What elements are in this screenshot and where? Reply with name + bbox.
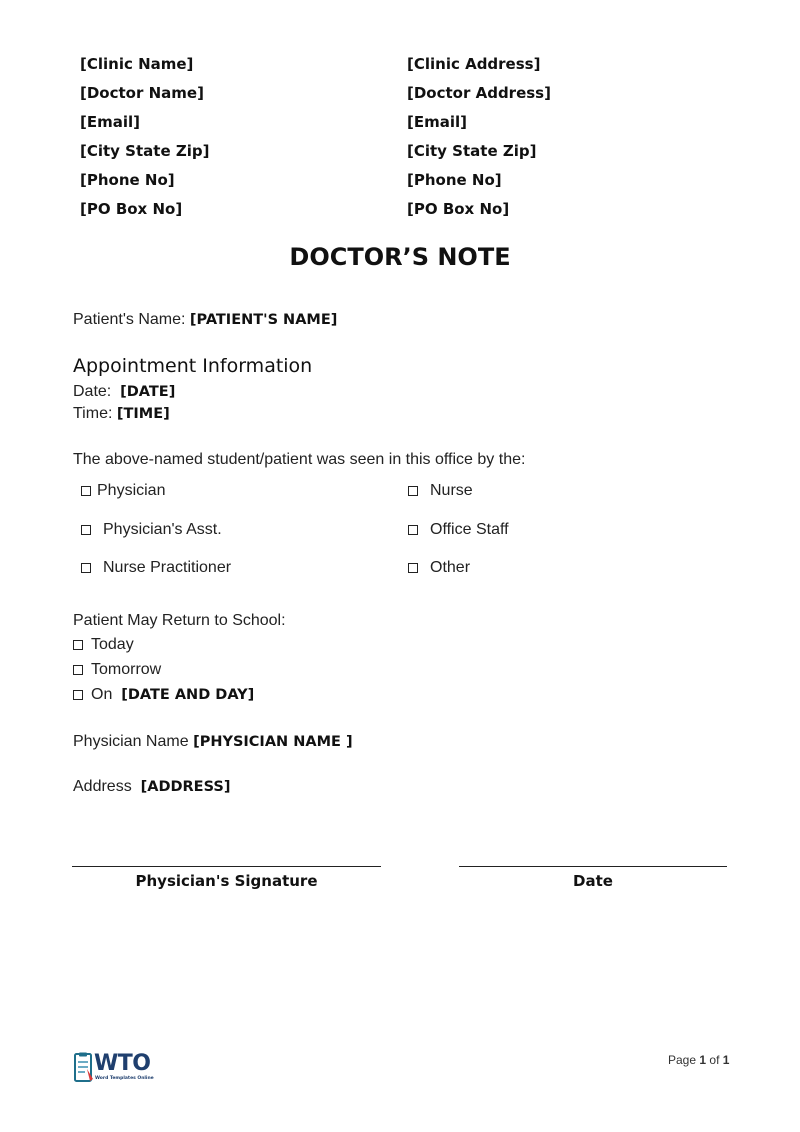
return-on[interactable] [73, 685, 254, 705]
checkbox-nurse-practitioner[interactable] [81, 563, 91, 573]
phone-left: [Phone No] [80, 171, 175, 189]
return-today[interactable] [73, 635, 134, 655]
option-physicians-asst[interactable] [81, 520, 222, 540]
checkbox-on[interactable] [73, 690, 83, 700]
page-number [668, 1053, 729, 1067]
checkbox-physicians-asst[interactable] [81, 525, 91, 535]
header-left-column [80, 54, 209, 228]
return-school-label: Patient May Return to School: [73, 612, 286, 629]
option-office-staff-label: Office Staff [430, 521, 509, 538]
date-value: [DATE] [120, 384, 176, 400]
doctor-name: [Doctor Name] [80, 84, 204, 102]
signature-label: Physician's Signature [135, 872, 318, 890]
physician-name-row [73, 732, 353, 752]
po-box-left: [PO Box No] [80, 200, 183, 218]
time-value: [TIME] [116, 406, 170, 422]
option-nurse-practitioner[interactable] [81, 558, 231, 578]
option-nurse-label: Nurse [430, 482, 473, 499]
patient-name-value: [PATIENT'S NAME] [189, 312, 338, 328]
clinic-name: [Clinic Name] [80, 55, 194, 73]
date-label-signature: Date [573, 872, 613, 890]
page-prefix: Page [668, 1053, 697, 1067]
page-total: 1 [722, 1053, 730, 1067]
checkbox-today[interactable] [73, 640, 83, 650]
return-on-value: [DATE AND DAY] [121, 687, 255, 703]
patient-name-label: Patient's Name: [73, 311, 186, 328]
option-other[interactable] [408, 558, 470, 578]
signature-line [72, 866, 381, 867]
checkbox-other[interactable] [408, 563, 418, 573]
appointment-date-row [73, 382, 175, 402]
address-row [73, 777, 230, 797]
option-nurse-practitioner-label: Nurse Practitioner [103, 559, 232, 576]
return-tomorrow[interactable] [73, 660, 161, 680]
physician-name-label: Physician Name [73, 733, 189, 750]
logo-subtext: Word Templates Online [95, 1076, 154, 1081]
header-right-column [407, 54, 551, 228]
wto-logo [74, 1052, 169, 1086]
document-title: DOCTOR’S NOTE [289, 243, 511, 271]
checkbox-tomorrow[interactable] [73, 665, 83, 675]
time-label: Time: [73, 405, 113, 422]
po-box-right: [PO Box No] [407, 200, 510, 218]
option-office-staff[interactable] [408, 520, 509, 540]
appointment-time-row [73, 404, 170, 424]
phone-right: [Phone No] [407, 171, 502, 189]
return-tomorrow-label: Tomorrow [91, 661, 162, 678]
appointment-heading: Appointment Information [73, 355, 313, 377]
page-of: of [709, 1053, 720, 1067]
option-physicians-asst-label: Physician's Asst. [103, 521, 222, 538]
option-other-label: Other [430, 559, 471, 576]
physician-name-value: [PHYSICIAN NAME ] [193, 734, 353, 750]
option-physician-label: Physician [97, 482, 166, 499]
option-physician[interactable] [81, 481, 165, 501]
return-on-label: On [91, 686, 113, 703]
checkbox-office-staff[interactable] [408, 525, 418, 535]
doctor-address: [Doctor Address] [407, 84, 551, 102]
date-label: Date: [73, 383, 112, 400]
clinic-address: [Clinic Address] [407, 55, 541, 73]
option-nurse[interactable] [408, 481, 473, 501]
email-right: [Email] [407, 113, 467, 131]
checkbox-nurse[interactable] [408, 486, 418, 496]
return-today-label: Today [91, 636, 134, 653]
city-state-zip-left: [City State Zip] [80, 142, 210, 160]
email-left: [Email] [80, 113, 140, 131]
logo-text: WTO [94, 1051, 151, 1076]
seen-by-intro: The above-named student/patient was seen in this office by the: [73, 451, 526, 468]
checkbox-physician[interactable] [81, 486, 91, 496]
page-current: 1 [699, 1053, 707, 1067]
address-value: [ADDRESS] [140, 779, 231, 795]
city-state-zip-right: [City State Zip] [407, 142, 537, 160]
patient-name-row [73, 310, 337, 330]
date-line [459, 866, 727, 867]
address-label: Address [73, 778, 132, 795]
